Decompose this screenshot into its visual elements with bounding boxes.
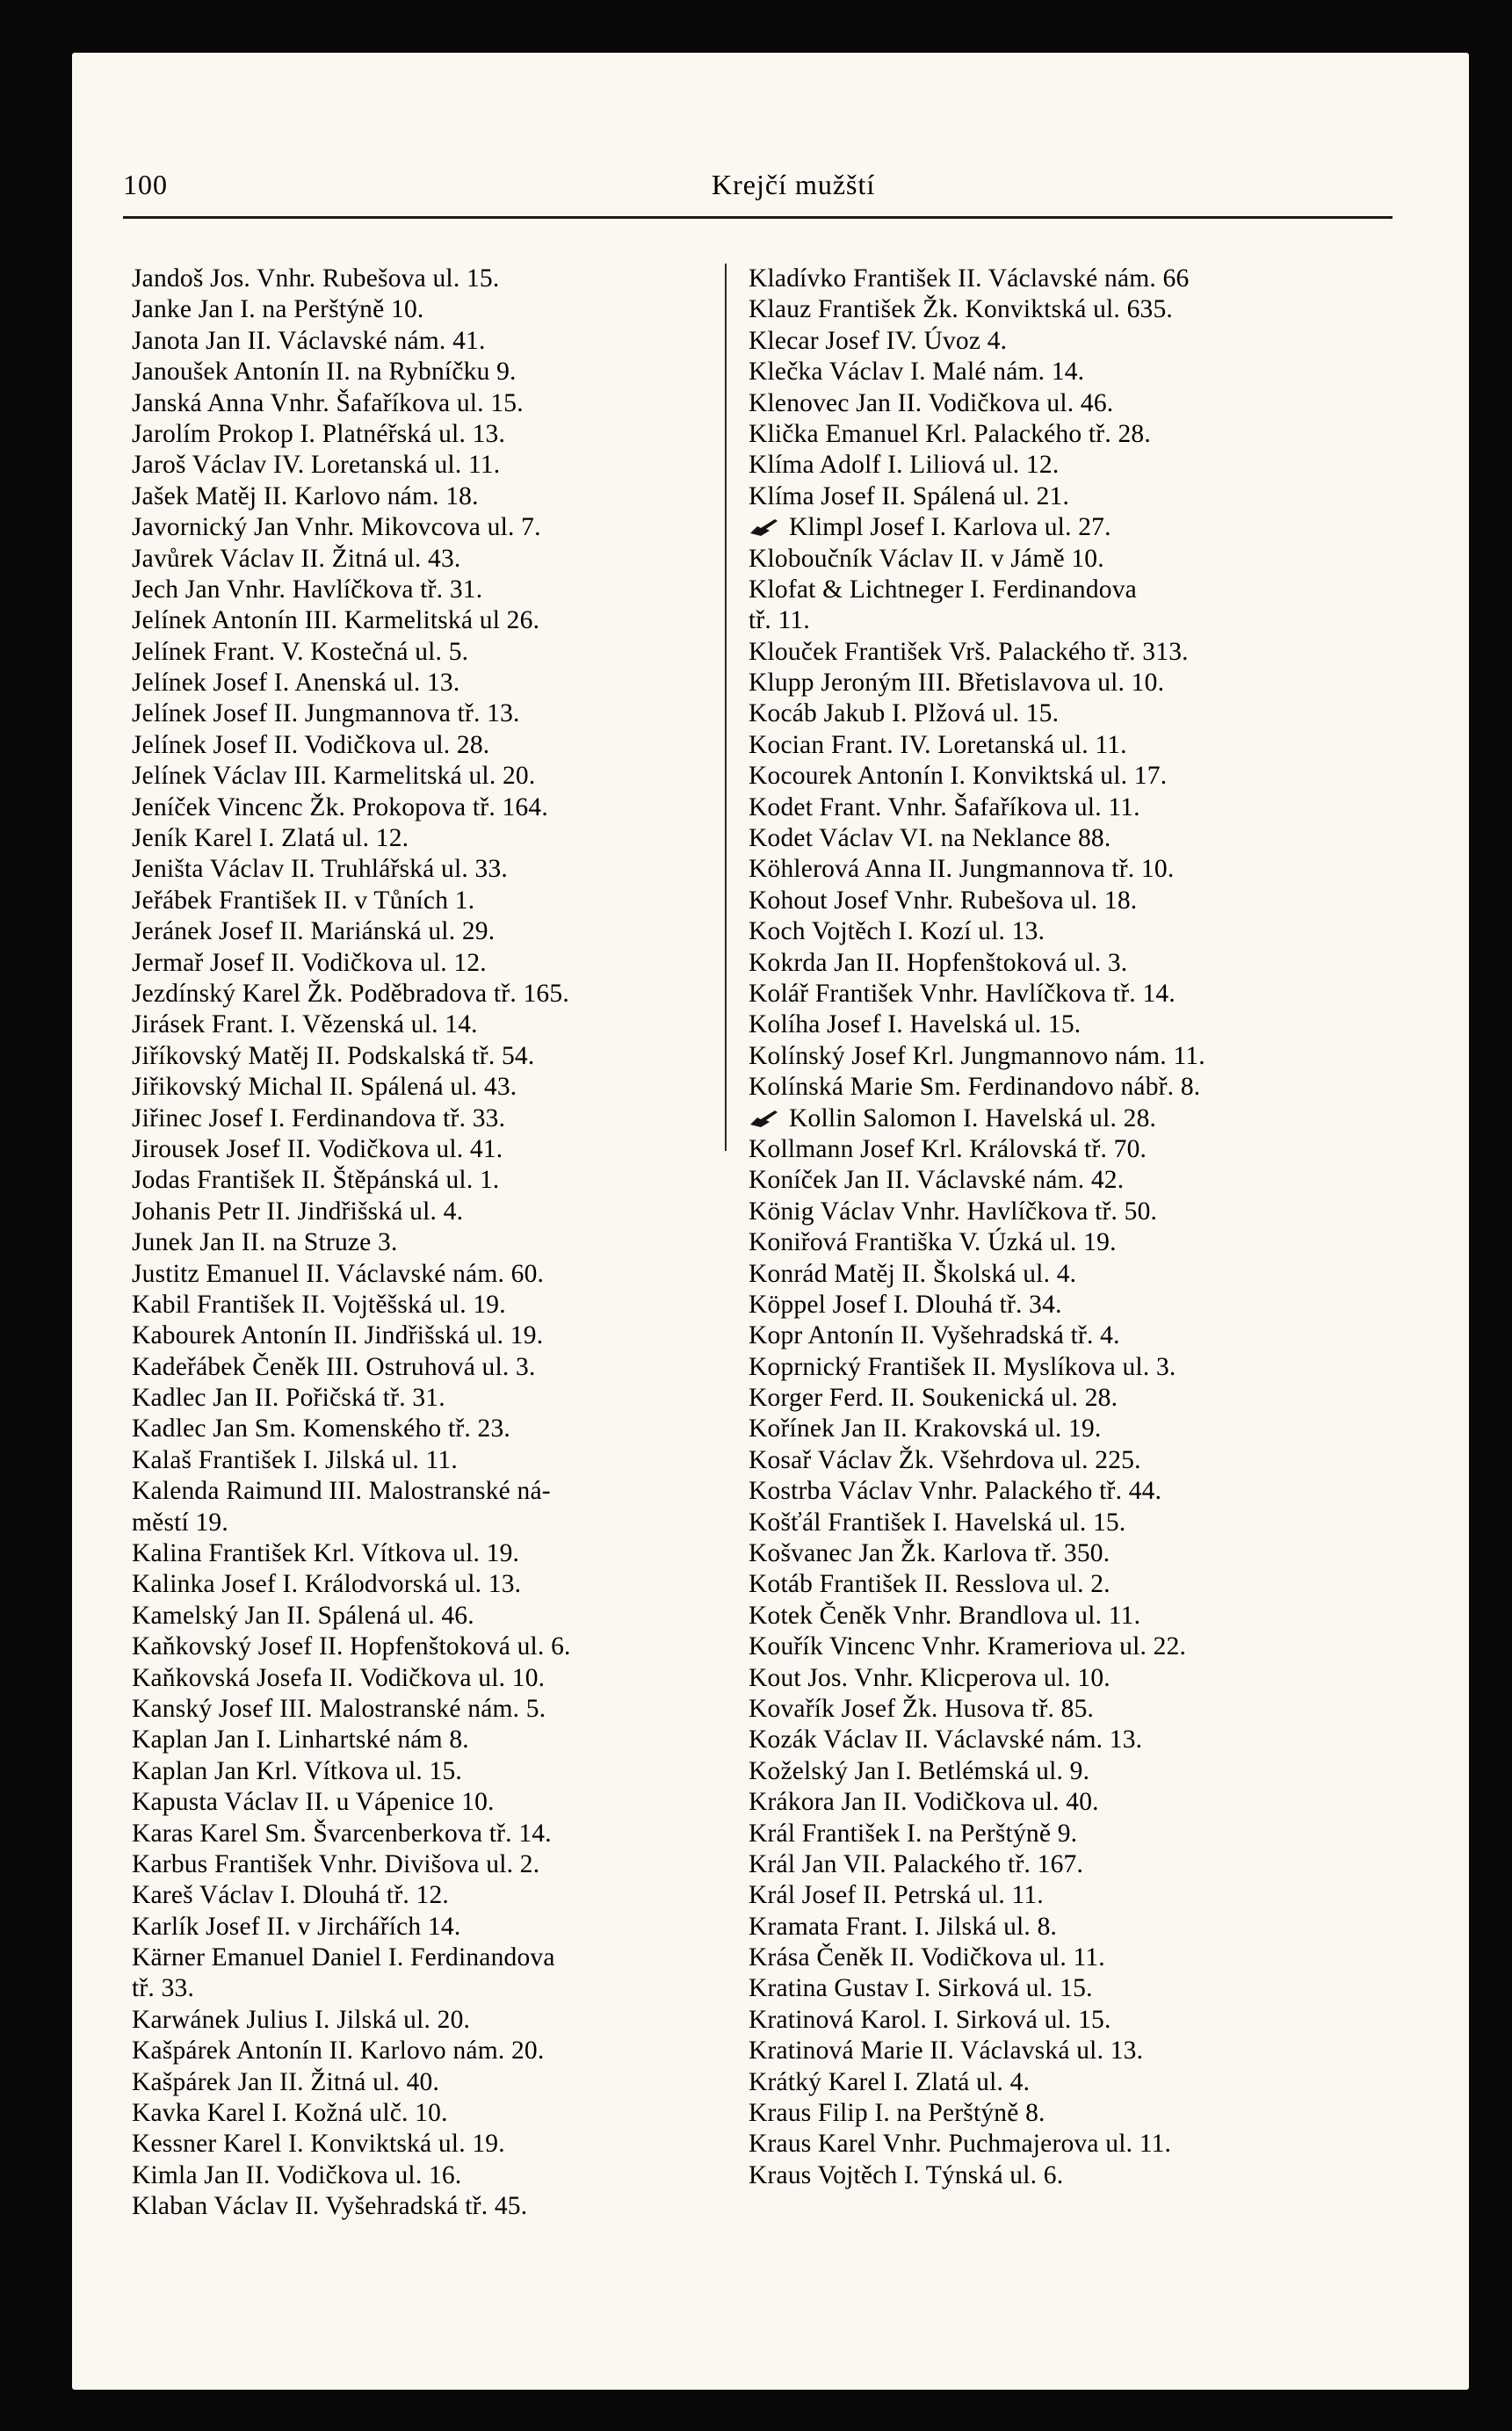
directory-entry	[132, 1912, 738, 1943]
entry-text: Kokrda Jan II. Hopfenštoková ul. 3.	[749, 948, 1128, 977]
entry-text: Koprnický František II. Myslíkova ul. 3.	[749, 1352, 1176, 1381]
entry-text: Karbus František Vnhr. Divišova ul. 2.	[132, 1849, 540, 1878]
entry-text: Kosař Václav Žk. Všehrdova ul. 225.	[749, 1445, 1141, 1474]
directory-entry	[132, 2036, 738, 2066]
directory-entry	[132, 979, 738, 1009]
directory-entry	[132, 575, 738, 605]
pointing-hand-icon	[749, 517, 780, 537]
entry-text: Klenovec Jan II. Vodičkova ul. 46.	[749, 388, 1114, 417]
directory-entry	[132, 1694, 738, 1725]
entry-text: Jelínek Josef II. Jungmannova tř. 13.	[132, 699, 520, 728]
directory-entry	[132, 1290, 738, 1320]
entry-text: Karlík Josef II. v Jirchářích 14.	[132, 1912, 461, 1941]
entry-text: Javornický Jan Vnhr. Mikovcova ul. 7.	[132, 513, 541, 542]
directory-entry	[749, 264, 1355, 294]
entry-text: Kapusta Václav II. u Vápenice 10.	[132, 1788, 495, 1817]
directory-entry	[132, 2191, 738, 2222]
directory-entry	[749, 1787, 1355, 1818]
directory-entry	[749, 1756, 1355, 1787]
directory-entry	[749, 1569, 1355, 1600]
directory-entry	[749, 2036, 1355, 2066]
entry-text: Johanis Petr II. Jindřišská ul. 4.	[132, 1197, 464, 1226]
entry-text: Koželský Jan I. Betlémská ul. 9.	[749, 1756, 1090, 1785]
entry-text: Karwánek Julius I. Jilská ul. 20.	[132, 2005, 471, 2034]
directory-entry	[132, 948, 738, 979]
directory-entry	[749, 1414, 1355, 1444]
directory-entry	[749, 1009, 1355, 1040]
directory-entry	[132, 1569, 738, 1600]
entry-text: Kraus Karel Vnhr. Puchmajerova ul. 11.	[749, 2130, 1172, 2159]
directory-entry	[749, 730, 1355, 761]
entry-text: Jiřinec Josef I. Ferdinandova tř. 33.	[132, 1103, 506, 1132]
entry-text: Král Josef II. Petrská ul. 11.	[749, 1881, 1044, 1910]
directory-entry	[749, 357, 1355, 387]
entry-text: Kaňkovský Josef II. Hopfenštoková ul. 6.	[132, 1632, 571, 1661]
entry-text: Kalaš František I. Jilská ul. 11.	[132, 1445, 458, 1474]
directory-entry	[132, 1103, 738, 1134]
directory-entry	[749, 326, 1355, 357]
entry-text: Klofat & Lichtneger I. Ferdinandova	[749, 575, 1137, 604]
directory-entry	[132, 419, 738, 450]
directory-entry	[749, 1103, 1355, 1134]
directory-entry	[132, 1725, 738, 1755]
entry-text: Köppel Josef I. Dlouhá tř. 34.	[749, 1290, 1062, 1319]
directory-entry	[749, 2098, 1355, 2129]
directory-entry	[132, 357, 738, 387]
entry-text: Klecar Josef IV. Úvoz 4.	[749, 326, 1008, 355]
entry-text: Kratinová Marie II. Václavská ul. 13.	[749, 2037, 1144, 2066]
entry-text: Koniřová Františka V. Úzká ul. 19.	[749, 1228, 1117, 1257]
entry-text: Jirousek Josef II. Vodičkova ul. 41.	[132, 1134, 503, 1163]
entry-text: Klupp Jeroným III. Břetislavova ul. 10.	[749, 669, 1165, 698]
entry-text: Kalenda Raimund III. Malostranské ná-	[132, 1477, 551, 1506]
entry-text: Kratinová Karol. I. Sirková ul. 15.	[749, 2005, 1111, 2034]
entry-text: Kramata Frant. I. Jilská ul. 8.	[749, 1912, 1058, 1941]
entry-text: Klička Emanuel Krl. Palackého tř. 28.	[749, 419, 1151, 448]
entry-text: Jelínek Antonín III. Karmelitská ul 26.	[132, 606, 540, 635]
directory-entry	[749, 2129, 1355, 2160]
directory-entry	[132, 605, 738, 636]
directory-entry	[132, 637, 738, 668]
directory-entry	[132, 1787, 738, 1818]
entry-text: Janoušek Antonín II. na Rybníčku 9.	[132, 358, 517, 387]
entry-text: Kocourek Antonín I. Konviktská ul. 17.	[749, 762, 1168, 791]
directory-entry	[749, 1508, 1355, 1538]
directory-entry	[132, 1009, 738, 1040]
entry-text: Jeníček Vincenc Žk. Prokopova tř. 164.	[132, 792, 548, 821]
entry-text: Krákora Jan II. Vodičkova ul. 40.	[749, 1788, 1099, 1817]
column-divider	[725, 264, 727, 1151]
directory-entry	[132, 1538, 738, 1569]
entry-text: Krása Čeněk II. Vodičkova ul. 11.	[749, 1943, 1105, 1972]
directory-entry	[132, 1134, 738, 1165]
entry-text: Klauz František Žk. Konviktská ul. 635.	[749, 295, 1174, 324]
directory-entry	[749, 388, 1355, 419]
entry-text: Koníček Jan II. Václavské nám. 42.	[749, 1166, 1125, 1195]
directory-entry	[132, 1849, 738, 1880]
directory-entry	[749, 1725, 1355, 1755]
directory-entry	[132, 2005, 738, 2036]
directory-entry	[749, 450, 1355, 481]
directory-entry	[749, 1632, 1355, 1662]
directory-entry	[749, 979, 1355, 1009]
directory-entry	[132, 2160, 738, 2191]
directory-entry	[132, 1259, 738, 1290]
entry-text: Jeništa Václav II. Truhlářská ul. 33.	[132, 855, 508, 884]
entry-text: Kanský Josef III. Malostranské nám. 5.	[132, 1694, 546, 1723]
entry-text: Klíma Adolf I. Liliová ul. 12.	[749, 451, 1060, 480]
directory-entry	[749, 854, 1355, 885]
directory-entry	[132, 1943, 738, 1973]
directory-entry	[132, 854, 738, 885]
directory-entry	[749, 512, 1355, 543]
entry-text: Kolář František Vnhr. Havlíčkova tř. 14.	[749, 979, 1176, 1008]
entry-text: Jech Jan Vnhr. Havlíčkova tř. 31.	[132, 575, 483, 604]
entry-text: Jelínek Josef I. Anenská ul. 13.	[132, 669, 460, 698]
directory-entry	[132, 1320, 738, 1351]
entry-text: Košvanec Jan Žk. Karlova tř. 350.	[749, 1539, 1110, 1568]
entry-text: Jeránek Josef II. Mariánská ul. 29.	[132, 917, 496, 946]
entry-text: Kašpárek Jan II. Žitná ul. 40.	[132, 2067, 440, 2096]
directory-entry	[749, 1912, 1355, 1943]
entry-text: Klaban Václav II. Vyšehradská tř. 45.	[132, 2192, 528, 2221]
entry-text: Kovařík Josef Žk. Husova tř. 85.	[749, 1694, 1095, 1723]
directory-entry	[749, 1383, 1355, 1414]
entry-text: Kocian Frant. IV. Loretanská ul. 11.	[749, 730, 1127, 759]
directory-entry	[749, 1134, 1355, 1165]
directory-entry	[749, 1849, 1355, 1880]
directory-entry	[132, 1601, 738, 1632]
entry-text: Javůrek Václav II. Žitná ul. 43.	[132, 544, 461, 573]
entry-text: Kalina František Krl. Vítkova ul. 19.	[132, 1539, 520, 1568]
directory-entry	[749, 948, 1355, 979]
entry-text: Kladívko František II. Václavské nám. 66	[749, 264, 1190, 293]
entry-text: Jašek Matěj II. Karlovo nám. 18.	[132, 481, 479, 510]
entry-text: Kadlec Jan Sm. Komenského tř. 23.	[132, 1414, 510, 1443]
directory-entry	[132, 823, 738, 854]
entry-text: Kadlec Jan II. Pořičská tř. 31.	[132, 1384, 445, 1413]
directory-entry	[132, 668, 738, 698]
directory-entry	[132, 1663, 738, 1694]
entry-text: Kout Jos. Vnhr. Klicperova ul. 10.	[749, 1663, 1110, 1692]
entry-text: Kabourek Antonín II. Jindřišská ul. 19.	[132, 1321, 544, 1350]
entry-text: Kašpárek Antonín II. Karlovo nám. 20.	[132, 2037, 545, 2066]
directory-entry	[749, 1320, 1355, 1351]
entry-text: Justitz Emanuel II. Václavské nám. 60.	[132, 1259, 545, 1288]
directory-entry	[749, 2067, 1355, 2098]
directory-entry	[749, 698, 1355, 729]
directory-entry	[749, 605, 1355, 636]
directory-entry	[132, 2067, 738, 2098]
directory-entry	[132, 1756, 738, 1787]
entry-text: Karas Karel Sm. Švarcenberkova tř. 14.	[132, 1819, 552, 1848]
left-column	[132, 264, 738, 2223]
entry-text: Jermař Josef II. Vodičkova ul. 12.	[132, 948, 487, 977]
directory-entry	[749, 1197, 1355, 1227]
entry-text: Kraus Vojtěch I. Týnská ul. 6.	[749, 2160, 1064, 2189]
directory-entry	[749, 1165, 1355, 1196]
entry-text: Jiříkovský Matěj II. Podskalská tř. 54.	[132, 1041, 535, 1070]
directory-entry	[749, 1538, 1355, 1569]
directory-entry	[132, 1383, 738, 1414]
entry-text: Köhlerová Anna II. Jungmannova tř. 10.	[749, 855, 1175, 884]
entry-text: Junek Jan II. na Struze 3.	[132, 1228, 398, 1257]
entry-text: Kalinka Josef I. Králodvorská ul. 13.	[132, 1570, 522, 1599]
directory-entry	[749, 2005, 1355, 2036]
entry-text: König Václav Vnhr. Havlíčkova tř. 50.	[749, 1197, 1158, 1226]
entry-text: Kaplan Jan Krl. Vítkova ul. 15.	[132, 1756, 462, 1785]
entry-text: Klečka Václav I. Malé nám. 14.	[749, 358, 1085, 387]
entry-text: Kessner Karel I. Konviktská ul. 19.	[132, 2130, 505, 2159]
entry-text: Jiřikovský Michal II. Spálená ul. 43.	[132, 1073, 517, 1102]
entry-text: Kotek Čeněk Vnhr. Brandlova ul. 11.	[749, 1601, 1141, 1630]
entry-text: Jelínek Frant. V. Kostečná ul. 5.	[132, 637, 469, 666]
directory-entry	[749, 1694, 1355, 1725]
entry-text: Kodet Frant. Vnhr. Šafaříkova ul. 11.	[749, 792, 1140, 821]
entry-text: Klouček František Vrš. Palackého tř. 313.	[749, 637, 1189, 666]
header-rule	[123, 216, 1393, 219]
entry-text: Kozák Václav II. Václavské nám. 13.	[749, 1726, 1143, 1755]
entry-text: Jaroš Václav IV. Loretanská ul. 11.	[132, 451, 501, 480]
entry-text: Kořínek Jan II. Krakovská ul. 19.	[749, 1414, 1102, 1443]
directory-entry	[749, 1943, 1355, 1973]
directory-entry	[749, 916, 1355, 947]
directory-entry	[132, 698, 738, 729]
entry-text: Kollin Salomon I. Havelská ul. 28.	[789, 1103, 1157, 1132]
directory-entry	[749, 1601, 1355, 1632]
directory-entry	[132, 481, 738, 512]
entry-text: Kraus Filip I. na Perštýně 8.	[749, 2099, 1045, 2128]
entry-text: Kratina Gustav I. Sirková ul. 15.	[749, 1974, 1093, 2003]
directory-entry	[132, 730, 738, 761]
entry-text: Klíma Josef II. Spálená ul. 21.	[749, 481, 1070, 510]
entry-text: Korger Ferd. II. Soukenická ul. 28.	[749, 1384, 1118, 1413]
entry-text: Janská Anna Vnhr. Šafaříkova ul. 15.	[132, 388, 524, 417]
directory-entry	[132, 761, 738, 792]
directory-entry	[132, 264, 738, 294]
directory-entry	[132, 916, 738, 947]
directory-entry	[132, 1819, 738, 1849]
entry-text: Kodet Václav VI. na Neklance 88.	[749, 824, 1111, 853]
directory-entry	[132, 2098, 738, 2129]
directory-entry	[749, 544, 1355, 575]
entry-text: Jelínek Václav III. Karmelitská ul. 20.	[132, 762, 536, 791]
directory-entry	[132, 1165, 738, 1196]
directory-entry	[749, 637, 1355, 668]
directory-entry	[749, 886, 1355, 916]
entry-text: Kouřík Vincenc Vnhr. Krameriova ul. 22.	[749, 1632, 1187, 1661]
entry-text: Jodas František II. Štěpánská ul. 1.	[132, 1166, 500, 1195]
entry-text: Kaňkovská Josefa II. Vodičkova ul. 10.	[132, 1663, 546, 1692]
directory-entry	[132, 544, 738, 575]
entry-text: Kostrba Václav Vnhr. Palackého tř. 44.	[749, 1477, 1162, 1506]
entry-text: Kopr Antonín II. Vyšehradská tř. 4.	[749, 1321, 1120, 1350]
directory-entry	[749, 1819, 1355, 1849]
entry-text: Kärner Emanuel Daniel I. Ferdinandova	[132, 1943, 555, 1972]
directory-entry	[132, 326, 738, 357]
entry-text: Janota Jan II. Václavské nám. 41.	[132, 326, 486, 355]
entry-text: Jeník Karel I. Zlatá ul. 12.	[132, 824, 409, 853]
entry-text: Kloboučník Václav II. v Jámě 10.	[749, 544, 1104, 573]
page-number: 100	[123, 169, 168, 200]
directory-entry	[749, 1290, 1355, 1320]
directory-entry	[132, 1973, 738, 2004]
directory-entry	[749, 761, 1355, 792]
entry-text: Jelínek Josef II. Vodičkova ul. 28.	[132, 730, 490, 759]
directory-entry	[749, 481, 1355, 512]
directory-entry	[749, 1445, 1355, 1476]
directory-entry	[132, 1072, 738, 1103]
directory-entry	[749, 668, 1355, 698]
entry-text: Kaplan Jan I. Linhartské nám 8.	[132, 1726, 469, 1755]
entry-text: Kadeřábek Čeněk III. Ostruhová ul. 3.	[132, 1352, 536, 1381]
entry-text: Jandoš Jos. Vnhr. Rubešova ul. 15.	[132, 264, 500, 293]
running-title: Krejčí mužští	[712, 169, 876, 200]
entry-text: Konrád Matěj II. Školská ul. 4.	[749, 1259, 1077, 1288]
directory-entry	[749, 1973, 1355, 2004]
entry-text: Kocáb Jakub I. Plžová ul. 15.	[749, 699, 1060, 728]
pointing-hand-icon	[749, 1109, 780, 1128]
entry-text: Kotáb František II. Resslova ul. 2.	[749, 1570, 1110, 1599]
directory-entry	[132, 1476, 738, 1507]
directory-entry	[749, 792, 1355, 823]
entry-text: Koch Vojtěch I. Kozí ul. 13.	[749, 917, 1045, 946]
entry-text: Jirásek Frant. I. Vězenská ul. 14.	[132, 1010, 478, 1039]
entry-text: Jeřábek František II. v Tůních 1.	[132, 886, 475, 915]
entry-text: Král František I. na Perštýně 9.	[749, 1819, 1078, 1848]
entry-text: Košťál František I. Havelská ul. 15.	[749, 1508, 1126, 1537]
entry-text: Klimpl Josef I. Karlova ul. 27.	[789, 513, 1111, 542]
directory-entry	[132, 1414, 738, 1444]
entry-text: tř. 11.	[749, 606, 810, 635]
directory-entry	[132, 886, 738, 916]
entry-text: Kolíha Josef I. Havelská ul. 15.	[749, 1010, 1082, 1039]
entry-text: Kabil František II. Vojtěšská ul. 19.	[132, 1290, 506, 1319]
entry-text: Jarolím Prokop I. Platnéřská ul. 13.	[132, 419, 506, 448]
entry-text: Kareš Václav I. Dlouhá tř. 12.	[132, 1881, 449, 1910]
entry-text: Krátký Karel I. Zlatá ul. 4.	[749, 2067, 1031, 2096]
entry-text: Kimla Jan II. Vodičkova ul. 16.	[132, 2160, 462, 2189]
entry-text: Kolínský Josef Krl. Jungmannovo nám. 11.	[749, 1041, 1205, 1070]
entry-text: Král Jan VII. Palackého tř. 167.	[749, 1849, 1084, 1878]
directory-entry	[749, 1259, 1355, 1290]
entry-text: městí 19.	[132, 1508, 228, 1537]
directory-entry	[132, 1445, 738, 1476]
entry-text: Kolínská Marie Sm. Ferdinandovo nábř. 8.	[749, 1073, 1201, 1102]
directory-entry	[749, 575, 1355, 605]
directory-entry	[132, 1632, 738, 1662]
directory-entry	[749, 294, 1355, 325]
page-header	[123, 107, 1388, 200]
directory-entry	[132, 450, 738, 481]
directory-entry	[132, 1508, 738, 1538]
entry-text: Janke Jan I. na Perštýně 10.	[132, 295, 424, 324]
directory-entry	[749, 2160, 1355, 2191]
directory-entry	[132, 1880, 738, 1911]
directory-entry	[132, 792, 738, 823]
directory-entry	[132, 1041, 738, 1072]
directory-entry	[132, 512, 738, 543]
directory-entry	[749, 1663, 1355, 1694]
directory-entry	[132, 294, 738, 325]
directory-entry	[749, 1352, 1355, 1383]
directory-entry	[132, 1197, 738, 1227]
entry-text: Kavka Karel I. Kožná ulč. 10.	[132, 2099, 448, 2128]
directory-entry	[749, 1072, 1355, 1103]
entry-text: Kohout Josef Vnhr. Rubešova ul. 18.	[749, 886, 1138, 915]
directory-entry	[132, 1227, 738, 1258]
directory-entry	[132, 388, 738, 419]
directory-entry	[132, 2129, 738, 2160]
entry-text: Kamelský Jan II. Spálená ul. 46.	[132, 1601, 474, 1630]
directory-entry	[749, 419, 1355, 450]
directory-entry	[749, 1227, 1355, 1258]
right-column	[749, 264, 1355, 2191]
directory-entry	[749, 1041, 1355, 1072]
directory-entry	[749, 1880, 1355, 1911]
entry-text: tř. 33.	[132, 1974, 195, 2003]
entry-text: Kollmann Josef Krl. Královská tř. 70.	[749, 1134, 1147, 1163]
entry-text: Jezdínský Karel Žk. Poděbradova tř. 165.	[132, 979, 569, 1008]
directory-entry	[749, 823, 1355, 854]
directory-entry	[132, 1352, 738, 1383]
directory-entry	[749, 1476, 1355, 1507]
